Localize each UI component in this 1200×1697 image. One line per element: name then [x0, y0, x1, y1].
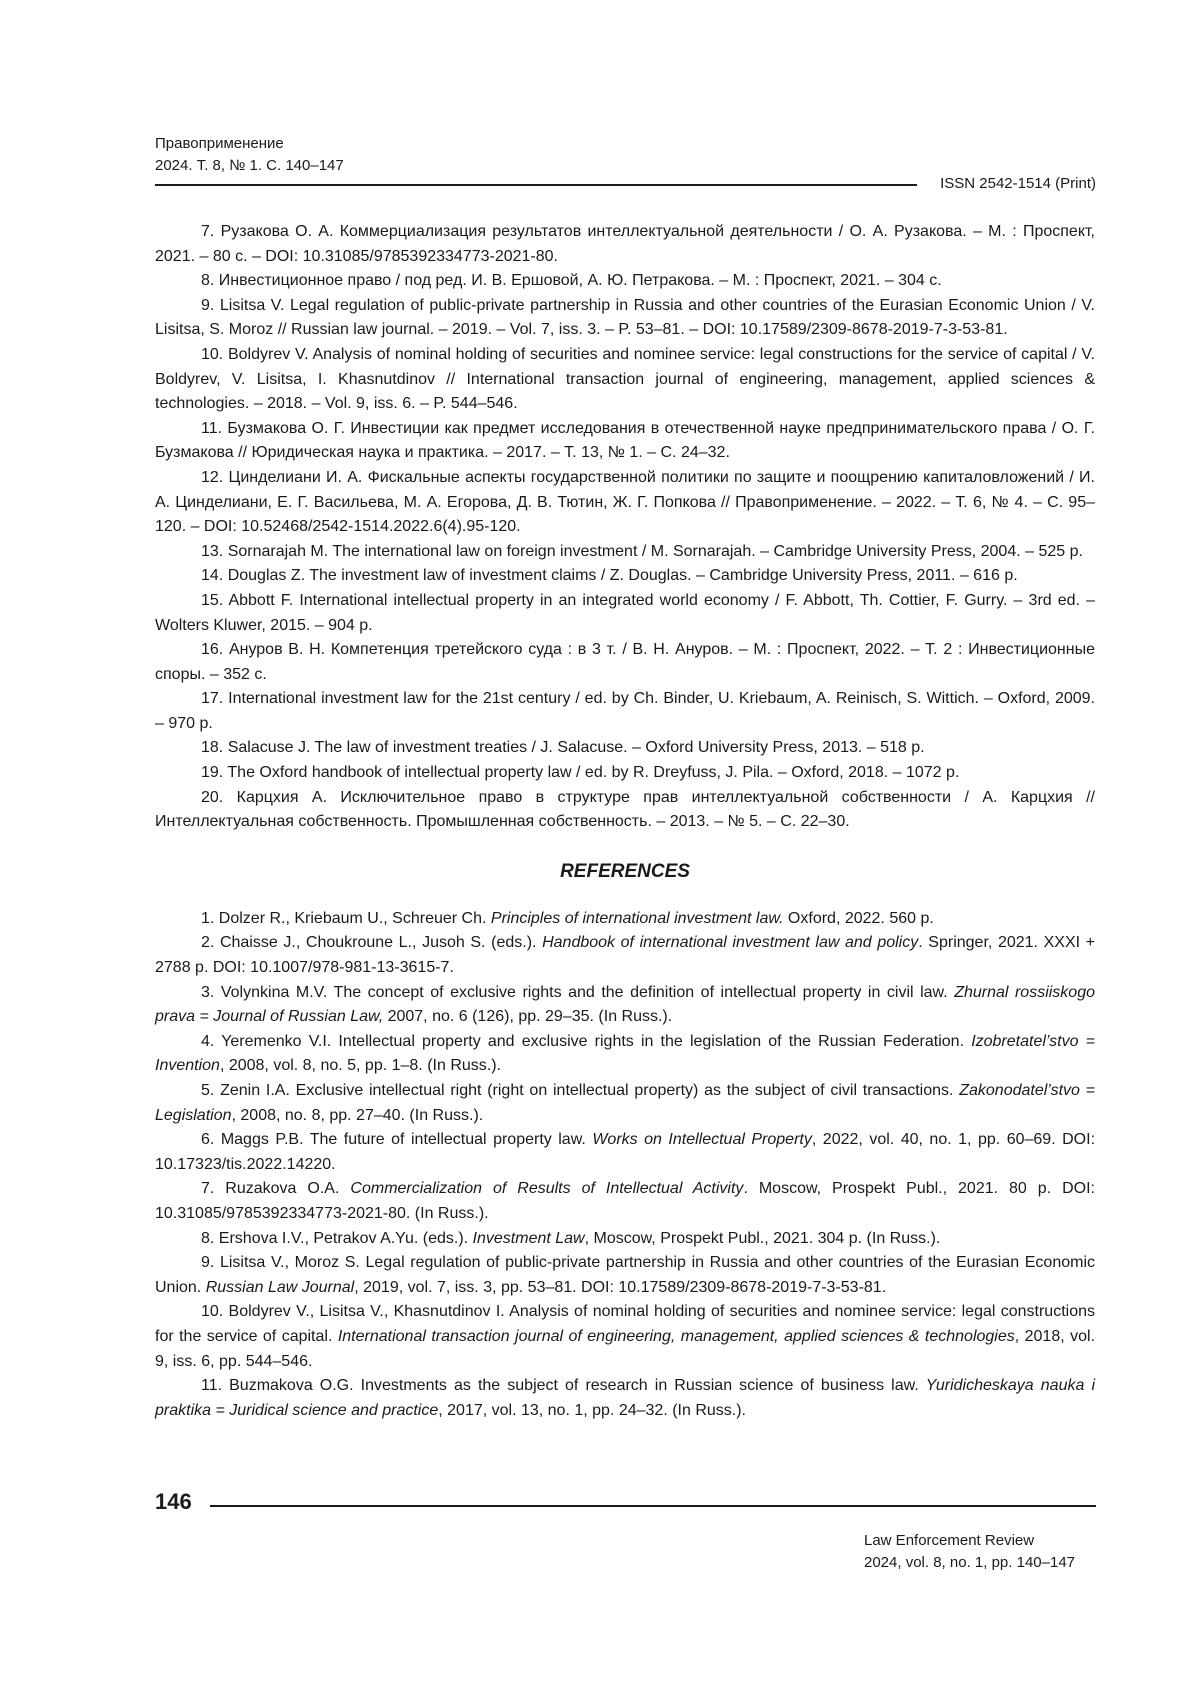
reference-item: 10. Boldyrev V. Analysis of nominal holding of securities and nominee service: legal constructions for the service of capital / V. Boldyrev, V. Lisitsa, I. Khasnutdinov // International transaction journal of engineering, management, applied sciences & technologies. – 2018. – Vol. 9, iss. 6. – P. 544–546. — [155, 343, 1095, 417]
citation-ru: 2024. Т. 8, № 1. С. 140–147 — [155, 155, 344, 177]
reference-item: 1. Dolzer R., Kriebaum U., Schreuer Ch. Principles of international investment law. Oxford, 2022. 560 p. — [155, 907, 1095, 932]
journal-title-en: Law Enforcement Review — [864, 1530, 1075, 1552]
reference-item: 11. Бузмакова О. Г. Инвестиции как предмет исследования в отечественной науке предпринимательского права / О. Г. Бузмакова // Юридическая наука и практика. – 2017. – Т. 13, № 1. – С. 24–32. — [155, 417, 1095, 466]
reference-item: 15. Abbott F. International intellectual property in an integrated world economy / F. Abbott, Th. Cottier, F. Gurry. – 3rd ed. – Wolters Kluwer, 2015. – 904 p. — [155, 589, 1095, 638]
running-footer — [864, 1530, 1075, 1574]
english-reference-list — [155, 907, 1095, 1423]
reference-item: 18. Salacuse J. The law of investment treaties / J. Salacuse. – Oxford University Press, 2013. – 518 p. — [155, 736, 1095, 761]
footer-divider — [210, 1505, 1096, 1507]
reference-item: 8. Инвестиционное право / под ред. И. В. Ершовой, А. Ю. Петракова. – М. : Проспект, 2021. – 304 с. — [155, 269, 1095, 294]
reference-item: 2. Chaisse J., Choukroune L., Jusoh S. (eds.). Handbook of international investment law and policy. Springer, 2021. XXXI + 2788 p. DOI: 10.1007/978-981-13-3615-7. — [155, 931, 1095, 980]
references-heading: REFERENCES — [155, 859, 1095, 885]
reference-content — [155, 220, 1095, 1423]
running-header — [155, 133, 344, 177]
reference-item: 11. Buzmakova O.G. Investments as the subject of research in Russian science of business law. Yuridicheskaya nauka i praktika = Juridical science and practice, 2017, vol. 13, no. 1, pp. 24–32. (In Russ.). — [155, 1374, 1095, 1423]
reference-item: 4. Yeremenko V.I. Intellectual property and exclusive rights in the legislation of the Russian Federation. Izobretatel’stvo = Invention, 2008, vol. 8, no. 5, pp. 1–8. (In Russ.). — [155, 1030, 1095, 1079]
reference-item: 16. Ануров В. Н. Компетенция третейского суда : в 3 т. / В. Н. Ануров. – М. : Проспект, 2022. – Т. 2 : Инвестиционные споры. – 352 с. — [155, 638, 1095, 687]
reference-item: 9. Lisitsa V., Moroz S. Legal regulation of public-private partnership in Russia and other countries of the Eurasian Economic Union. Russian Law Journal, 2019, vol. 7, iss. 3, pp. 53–81. DOI: 10.17589/2309-8678-2019-7-3-53-81. — [155, 1251, 1095, 1300]
reference-item: 12. Цинделиани И. А. Фискальные аспекты государственной политики по защите и поощрению капиталовложений / И. А. Цинделиани, Е. Г. Васильева, М. А. Егорова, Д. В. Тютин, Ж. Г. Попкова // Правоприменение. – 2022. – Т. 6, № 4. – С. 95–120. – DOI: 10.52468/2542-1514.2022.6(4).95-120. — [155, 466, 1095, 540]
reference-item: 10. Boldyrev V., Lisitsa V., Khasnutdinov I. Analysis of nominal holding of securities and nominee service: legal constructions for the service of capital. International transaction journal of engineering, management, applied sciences & technologies, 2018, vol. 9, iss. 6, pp. 544–546. — [155, 1300, 1095, 1374]
reference-item: 9. Lisitsa V. Legal regulation of public-private partnership in Russia and other countries of the Eurasian Economic Union / V. Lisitsa, S. Moroz // Russian law journal. – 2019. – Vol. 7, iss. 3. – P. 53–81. – DOI: 10.17589/2309-8678-2019-7-3-53-81. — [155, 294, 1095, 343]
reference-item: 20. Карцхия А. Исключительное право в структуре прав интеллектуальной собственности / А. Карцхия // Интеллектуальная собственность. Промышленная собственность. – 2013. – № 5. – С. 22–30. — [155, 786, 1095, 835]
reference-item: 8. Ershova I.V., Petrakov A.Yu. (eds.). Investment Law, Moscow, Prospekt Publ., 2021. 304 p. (In Russ.). — [155, 1227, 1095, 1252]
reference-item: 5. Zenin I.A. Exclusive intellectual right (right on intellectual property) as the subject of civil transactions. Zakonodatel’stvo = Legislation, 2008, no. 8, pp. 27–40. (In Russ.). — [155, 1079, 1095, 1128]
journal-title-ru: Правоприменение — [155, 133, 344, 155]
reference-item: 19. The Oxford handbook of intellectual property law / ed. by R. Dreyfuss, J. Pila. – Oxford, 2018. – 1072 p. — [155, 761, 1095, 786]
reference-item: 3. Volynkina M.V. The concept of exclusive rights and the definition of intellectual property in civil law. Zhurnal rossiiskogo prava = Journal of Russian Law, 2007, no. 6 (126), pp. 29–35. (In Russ.). — [155, 981, 1095, 1030]
reference-item: 6. Maggs P.B. The future of intellectual property law. Works on Intellectual Property, 2022, vol. 40, no. 1, pp. 60–69. DOI: 10.17323/tis.2022.14220. — [155, 1128, 1095, 1177]
issn: ISSN 2542-1514 (Print) — [940, 175, 1096, 192]
reference-item: 7. Ruzakova O.A. Commercialization of Results of Intellectual Activity. Moscow, Prospekt Publ., 2021. 80 p. DOI: 10.31085/9785392334773-2021-80. (In Russ.). — [155, 1177, 1095, 1226]
russian-reference-list — [155, 220, 1095, 835]
reference-item: 7. Рузакова О. А. Коммерциализация результатов интеллектуальной деятельности / О. А. Рузакова. – М. : Проспект, 2021. – 80 с. – DOI: 10.31085/9785392334773-2021-80. — [155, 220, 1095, 269]
header-divider — [155, 184, 917, 186]
citation-en: 2024, vol. 8, no. 1, pp. 140–147 — [864, 1552, 1075, 1574]
reference-item: 17. International investment law for the 21st century / ed. by Ch. Binder, U. Kriebaum, A. Reinisch, S. Wittich. – Oxford, 2009. – 970 p. — [155, 687, 1095, 736]
reference-item: 14. Douglas Z. The investment law of investment claims / Z. Douglas. – Cambridge University Press, 2011. – 616 p. — [155, 564, 1095, 589]
reference-item: 13. Sornarajah M. The international law on foreign investment / M. Sornarajah. – Cambridge University Press, 2004. – 525 p. — [155, 540, 1095, 565]
page-number: 146 — [155, 1489, 192, 1515]
